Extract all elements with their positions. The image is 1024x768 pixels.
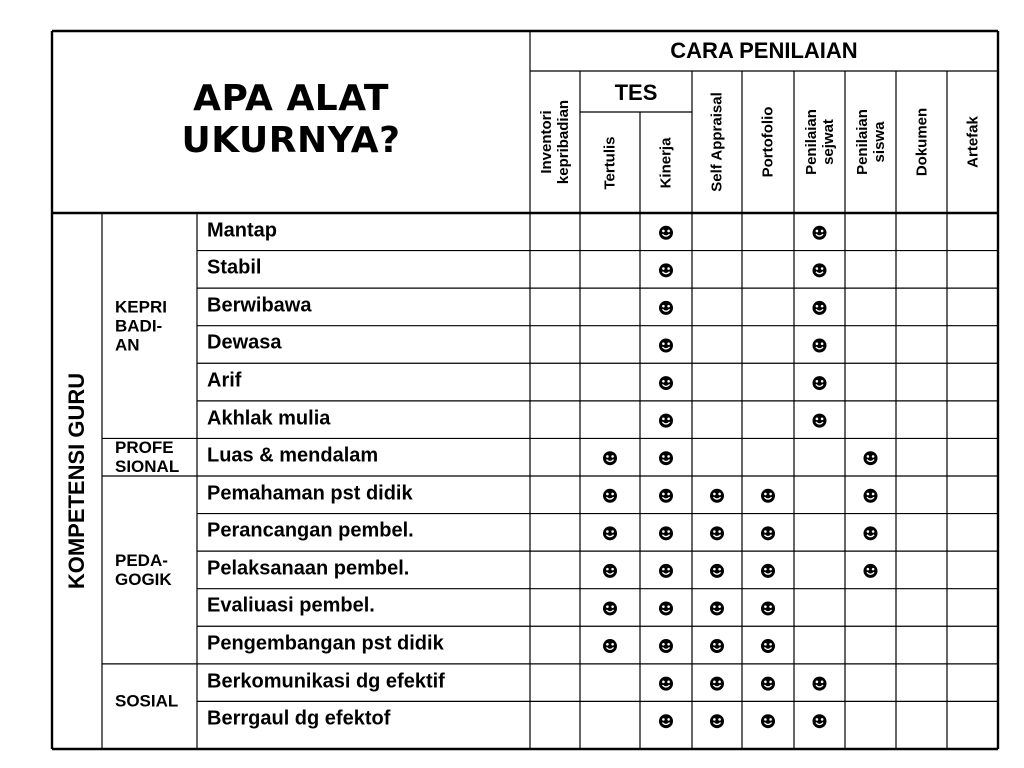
smiley-icon bbox=[710, 714, 724, 728]
smiley-icon bbox=[710, 601, 724, 615]
smiley-icon bbox=[761, 601, 775, 615]
smiley-icon bbox=[761, 677, 775, 691]
row-label: Pelaksanaan pembel. bbox=[207, 557, 410, 580]
column-header-line: kepribadian bbox=[555, 99, 572, 185]
title-line-2: UKURNYA? bbox=[181, 120, 401, 161]
group-label-line: PEDA- bbox=[115, 550, 168, 570]
smiley-icon bbox=[761, 639, 775, 653]
row-label: Arif bbox=[207, 369, 242, 392]
smiley-icon bbox=[659, 601, 673, 615]
row-label: Pemahaman pst didik bbox=[207, 482, 413, 505]
column-header-line: siswa bbox=[870, 121, 888, 163]
column-header-tertulis bbox=[602, 136, 619, 189]
group-label-line: SIONAL bbox=[115, 457, 180, 477]
title-line-1: APA ALAT bbox=[193, 78, 389, 119]
smiley-icon bbox=[710, 564, 724, 578]
smiley-icon bbox=[761, 714, 775, 728]
row-label: Akhlak mulia bbox=[207, 407, 331, 430]
group-label-line: GOGIK bbox=[115, 569, 172, 589]
row-label: Evaliuasi pembel. bbox=[207, 594, 375, 617]
smiley-icon bbox=[710, 677, 724, 691]
tes-header: TES bbox=[614, 80, 658, 105]
row-label: Perancangan pembel. bbox=[207, 519, 414, 542]
smiley-icon bbox=[659, 489, 673, 503]
smiley-icon bbox=[813, 414, 827, 428]
smiley-icon bbox=[659, 714, 673, 728]
smiley-icon bbox=[710, 526, 724, 540]
group-label bbox=[115, 692, 178, 711]
group-label bbox=[115, 297, 167, 354]
smiley-icon bbox=[659, 639, 673, 653]
smiley-icon bbox=[659, 526, 673, 540]
smiley-icon bbox=[603, 601, 617, 615]
row-label: Berrgaul dg efektof bbox=[207, 707, 391, 730]
smiley-icon bbox=[864, 526, 878, 540]
smiley-icon bbox=[813, 677, 827, 691]
smiley-icon bbox=[813, 338, 827, 352]
smiley-icon bbox=[710, 489, 724, 503]
column-header-line: Dokumen bbox=[913, 107, 930, 177]
smiley-icon bbox=[659, 677, 673, 691]
smiley-icon bbox=[864, 564, 878, 578]
smiley-icon bbox=[813, 226, 827, 240]
row-label: Stabil bbox=[207, 256, 262, 279]
column-header-line: Portofolio bbox=[759, 106, 777, 178]
smiley-icon bbox=[659, 376, 673, 390]
smiley-icon bbox=[659, 451, 673, 465]
row-label: Mantap bbox=[207, 219, 277, 242]
smiley-icon bbox=[659, 338, 673, 352]
smiley-icon bbox=[813, 263, 827, 277]
smiley-icon bbox=[761, 489, 775, 503]
column-header-portofolio bbox=[760, 107, 777, 178]
column-header-penilaian-siswa bbox=[854, 109, 888, 175]
column-header-line: Artefak bbox=[964, 116, 981, 168]
cara-penilaian-header: CARA PENILAIAN bbox=[670, 38, 858, 63]
group-label-line: BADI- bbox=[115, 316, 163, 336]
row-label: Pengembangan pst didik bbox=[207, 632, 444, 655]
column-header-line: Self Appraisal bbox=[708, 92, 726, 192]
column-header-line: Kinerja bbox=[657, 137, 675, 188]
group-label bbox=[115, 438, 179, 476]
column-header-inventori bbox=[538, 100, 572, 184]
smiley-icon bbox=[864, 451, 878, 465]
column-header-kinerja bbox=[658, 137, 675, 188]
column-header-penilaian-sejwat bbox=[803, 109, 837, 175]
column-header-line: Penilaian bbox=[853, 109, 871, 175]
column-header-self-appraisal bbox=[709, 92, 726, 191]
group-label-line: PROFE bbox=[115, 438, 174, 458]
smiley-icon bbox=[813, 301, 827, 315]
smiley-icon bbox=[761, 526, 775, 540]
row-label: Dewasa bbox=[207, 331, 282, 354]
row-label: Luas & mendalam bbox=[207, 444, 379, 467]
smiley-icon bbox=[813, 376, 827, 390]
smiley-icon bbox=[603, 489, 617, 503]
smiley-icon bbox=[710, 639, 724, 653]
group-label bbox=[115, 551, 172, 589]
column-header-line: Inventori bbox=[538, 110, 555, 174]
smiley-icon bbox=[761, 564, 775, 578]
column-header-artefak bbox=[964, 116, 981, 168]
smiley-icon bbox=[603, 451, 617, 465]
smiley-icon bbox=[603, 564, 617, 578]
column-header-dokumen bbox=[913, 108, 930, 176]
group-label-line: AN bbox=[115, 335, 140, 355]
smiley-icon bbox=[659, 263, 673, 277]
smiley-icon bbox=[603, 639, 617, 653]
row-label: Berkomunikasi dg efektif bbox=[207, 670, 445, 693]
smiley-icon bbox=[659, 226, 673, 240]
smiley-icon bbox=[813, 714, 827, 728]
smiley-icon bbox=[603, 526, 617, 540]
smiley-icon bbox=[864, 489, 878, 503]
side-label: KOMPETENSI GURU bbox=[64, 372, 89, 590]
column-header-line: Tertulis bbox=[601, 135, 619, 190]
page-title bbox=[52, 78, 530, 162]
group-label-line: SOSIAL bbox=[115, 691, 179, 711]
smiley-icon bbox=[659, 301, 673, 315]
smiley-icon bbox=[659, 564, 673, 578]
group-label-line: KEPRI bbox=[115, 297, 167, 317]
column-header-line: sejwat bbox=[819, 119, 837, 165]
smiley-icon bbox=[659, 414, 673, 428]
row-label: Berwibawa bbox=[207, 294, 312, 317]
column-header-line: Penilaian bbox=[802, 109, 820, 175]
